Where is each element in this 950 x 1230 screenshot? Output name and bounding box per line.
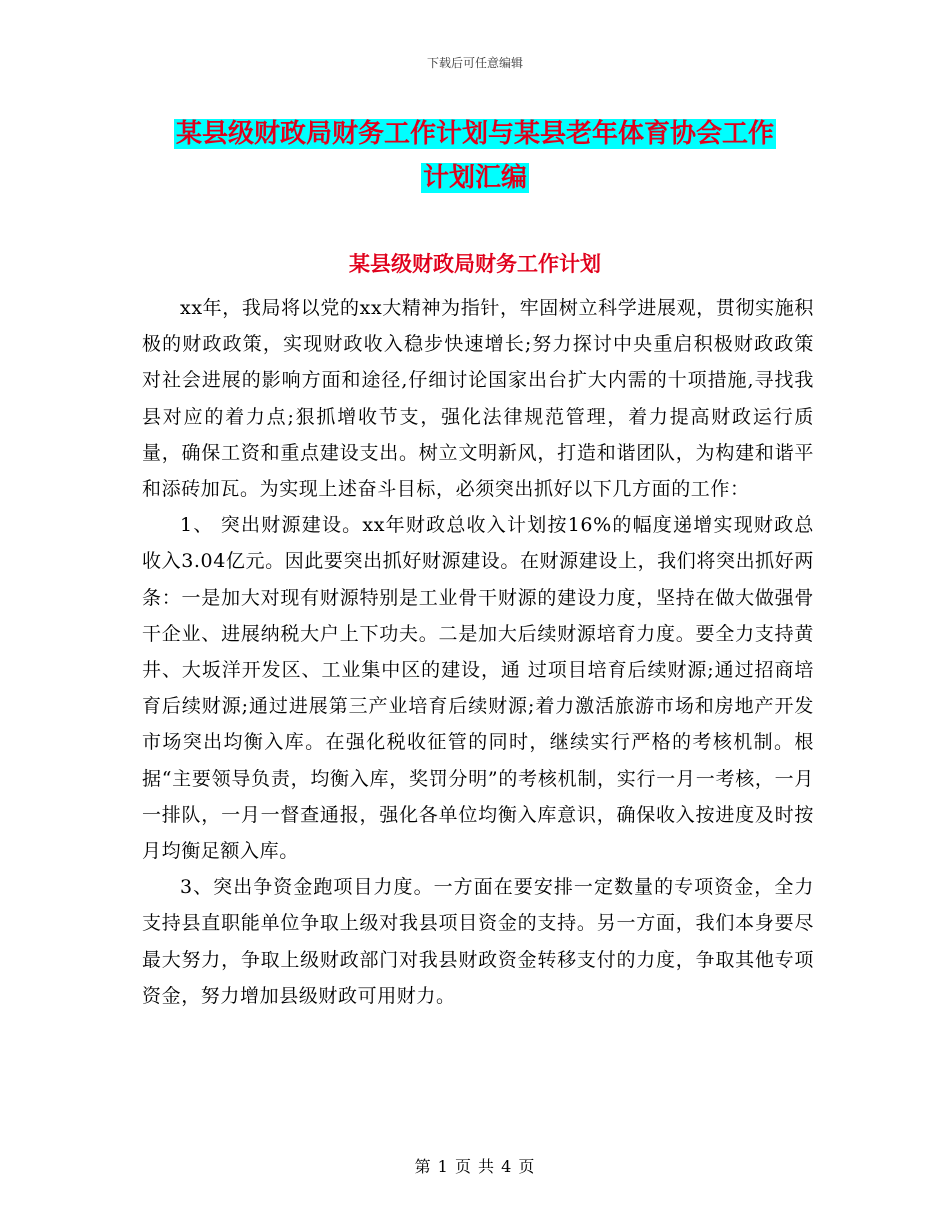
paragraph-intro: xx年，我局将以党的xx大精神为指针，牢固树立科学进展观，贯彻实施积极的财政政策，实现财政收入稳步快速增长;努力探讨中央重启积极财政政策对社会进展的影响方面和途径,仔细讨论国家出台扩大内需的十项措施,寻找我县对应的着力点;狠抓增收节支，强化法律规范管理，着力提高财政运行质量，确保工资和重点建设支出。树立文明新风，打造和谐团队，为构建和谐平和添砖加瓦。为实现上述奋斗目标，必须突出抓好以下几方面的工作： bbox=[142, 297, 814, 501]
document-body bbox=[142, 290, 814, 1014]
paragraph-item-3: 3、突出争资金跑项目力度。一方面在要安排一定数量的专项资金，全力支持县直职能单位争取上级对我县项目资金的支持。另一方面，我们本身要尽最大努力，争取上级财政部门对我县财政资金转移支付的力度，争取其他专项资金，努力增加县级财政可用财力。 bbox=[142, 876, 814, 1007]
document-title-line-1: 某县级财政局财务工作计划与某县老年体育协会工作 bbox=[175, 119, 774, 149]
paragraph-item-1: 1、 突出财源建设。xx年财政总收入计划按16%的幅度递增实现财政总收入3.04亿元。因此要突出抓好财源建设。在财源建设上，我们将突出抓好两条：一是加大对现有财源特别是工业骨干财源的建设力度，坚持在做大做强骨干企业、进展纳税大户上下功夫。二是加大后续财源培育力度。要全力支持黄井、大坂洋开发区、工业集中区的建设，通 过项目培育后续财源;通过招商培育后续财源;通过进展第三产业培育后续财源;着力激活旅游市场和房地产开发市场突出均衡入库。在强化税收征管的同时，继续实行严格的考核机制。根据“主要领导负责，均衡入库，奖罚分明”的考核机制，实行一月一考核，一月一排队，一月一督查通报，强化各单位均衡入库意识，确保收入按进度及时按月均衡足额入库。 bbox=[142, 514, 814, 863]
document-title bbox=[140, 112, 810, 200]
page-footer: 第 1 页 共 4 页 bbox=[414, 1157, 536, 1176]
page-header: 下载后可任意编辑 bbox=[426, 56, 523, 70]
document-title-line-2: 计划汇编 bbox=[422, 163, 527, 193]
section-title: 某县级财政局财务工作计划 bbox=[349, 251, 601, 276]
